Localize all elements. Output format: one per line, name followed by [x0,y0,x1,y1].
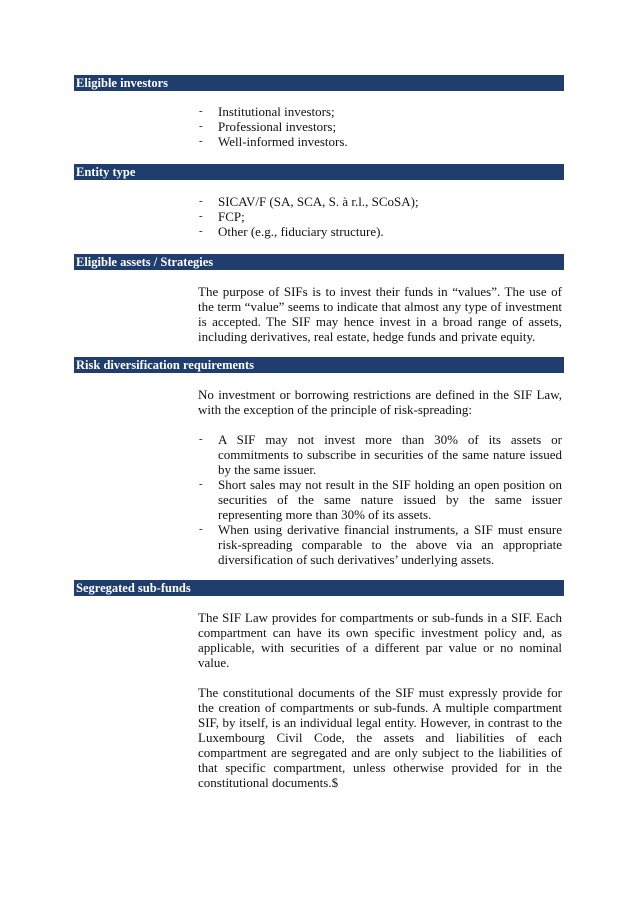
intro-paragraph: No investment or borrowing restrictions are defined in the SIF Law, with the exception of the principle of risk-spreading: [198,387,562,417]
list-item: - Well-informed investors. [199,134,348,149]
section-entity-type [74,164,564,239]
section-header: Eligible assets / Strategies [74,254,564,270]
dash-marker: - [199,433,203,445]
list-item: - Institutional investors; [199,104,335,119]
dash-marker: - [199,478,203,490]
section-body [198,194,562,239]
dash-marker: - [199,195,203,207]
dash-marker: - [199,135,203,147]
dash-marker: - [199,105,203,117]
paragraph: The SIF Law provides for compartments or sub-funds in a SIF. Each compartment can have its own specific investment policy and, as applicable, with securities of a different par value or no nominal value. [198,610,562,670]
paragraph: The purpose of SIFs is to invest their funds in “values”. The use of the term “value” seems to indicate that almost any type of investment is accepted. The SIF may hence invest in a broad range of assets, including derivatives, real estate, hedge funds and private equity. [198,284,562,344]
list-item: - Other (e.g., fiduciary structure). [199,224,384,239]
section-eligible-assets [74,254,564,344]
section-header: Risk diversification requirements [74,357,564,373]
section-segregated-sub-funds [74,580,564,790]
bullet-list [198,104,562,149]
list-item: - FCP; [199,209,245,224]
section-body [198,104,562,149]
section-eligible-investors [74,75,564,149]
section-header: Eligible investors [74,75,564,91]
list-item: - SICAV/F (SA, SCA, S. à r.l., SCoSA); [199,194,419,209]
list-item: - When using derivative financial instruments, a SIF must ensure risk-spreading comparable to the above via an appropriate diversification of such derivatives’ underlying assets. [199,522,562,567]
dash-marker: - [199,225,203,237]
section-body [198,387,562,567]
list-item: - Short sales may not result in the SIF holding an open position on securities of the same nature issued by the same issuer representing more than 30% of its assets. [199,477,562,522]
dash-marker: - [199,523,203,535]
section-risk-diversification [74,357,564,567]
section-header: Segregated sub-funds [74,580,564,596]
list-item: - A SIF may not invest more than 30% of its assets or commitments to subscribe in securities of the same nature issued by the same issuer. [199,432,562,477]
bullet-list [198,194,562,239]
dash-marker: - [199,120,203,132]
section-body [198,610,562,790]
section-body [198,284,562,344]
list-item: - Professional investors; [199,119,337,134]
paragraph: The constitutional documents of the SIF must expressly provide for the creation of compartments or sub-funds. A multiple compartment SIF, by itself, is an individual legal entity. However, in contrast to the Luxembourg Civil Code, the assets and liabilities of each compartment are segregated and are only subject to the liabilities of that specific compartment, unless otherwise provided for in the constitutional documents.$ [198,685,562,790]
section-header: Entity type [74,164,564,180]
dash-marker: - [199,210,203,222]
bullet-list [198,432,562,567]
